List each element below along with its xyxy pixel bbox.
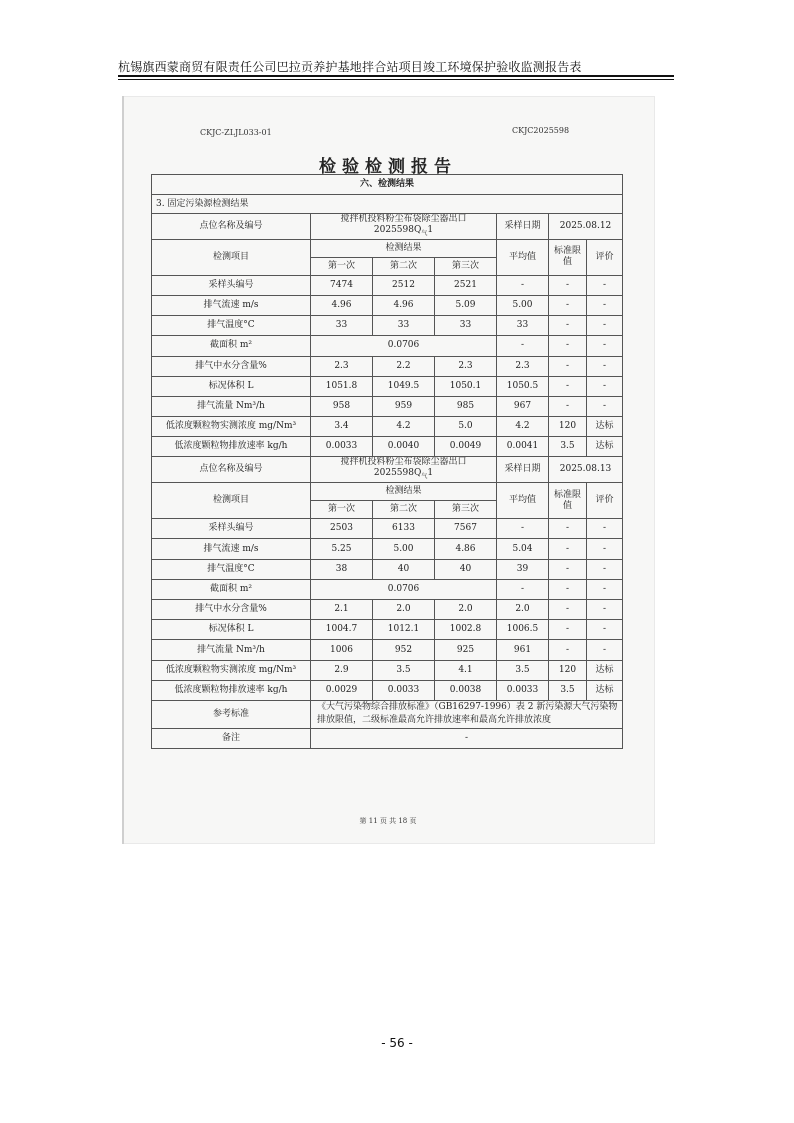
value-second: 6133 bbox=[373, 519, 435, 539]
table-row bbox=[152, 620, 623, 640]
value-first: 0.0029 bbox=[311, 680, 373, 700]
value-evaluation: - bbox=[587, 620, 623, 640]
page-number: - 56 - bbox=[381, 1036, 413, 1050]
point-row bbox=[152, 457, 623, 483]
evaluation-header: 评价 bbox=[587, 483, 623, 519]
value-evaluation: - bbox=[587, 640, 623, 660]
test-item-header: 检测项目 bbox=[152, 239, 311, 275]
value-first: 2.3 bbox=[311, 356, 373, 376]
value-evaluation: - bbox=[587, 559, 623, 579]
value-third: 0.0049 bbox=[435, 437, 497, 457]
value-second: 2512 bbox=[373, 275, 435, 295]
limit-header: 标准限值 bbox=[549, 483, 587, 519]
value-first: 1006 bbox=[311, 640, 373, 660]
table-row bbox=[152, 539, 623, 559]
item-name: 排气流量 Nm³/h bbox=[152, 396, 311, 416]
value-third: 1050.1 bbox=[435, 376, 497, 396]
item-name: 采样头编号 bbox=[152, 519, 311, 539]
value-evaluation: 达标 bbox=[587, 437, 623, 457]
point-row bbox=[152, 214, 623, 240]
value-third: 4.1 bbox=[435, 660, 497, 680]
value-limit: - bbox=[549, 336, 587, 356]
value-average: 0.0041 bbox=[497, 437, 549, 457]
value-second: 959 bbox=[373, 396, 435, 416]
point-code-subscript: 气 bbox=[421, 229, 428, 237]
section-title: 六、检测结果 bbox=[152, 175, 623, 195]
second-header: 第二次 bbox=[373, 257, 435, 275]
item-name: 标况体积 L bbox=[152, 376, 311, 396]
table-row bbox=[152, 579, 623, 599]
value-limit: - bbox=[549, 316, 587, 336]
item-name: 排气温度°C bbox=[152, 316, 311, 336]
value-evaluation: - bbox=[587, 519, 623, 539]
value-second: 2.0 bbox=[373, 600, 435, 620]
value-limit: - bbox=[549, 579, 587, 599]
limit-header: 标准限值 bbox=[549, 239, 587, 275]
value-limit: 3.5 bbox=[549, 680, 587, 700]
point-name: 搅拌机投料粉尘布袋除尘器出口 bbox=[340, 214, 467, 224]
value-third: 925 bbox=[435, 640, 497, 660]
value-evaluation: - bbox=[587, 336, 623, 356]
evaluation-header: 评价 bbox=[587, 239, 623, 275]
value-limit: 3.5 bbox=[549, 437, 587, 457]
item-name: 排气流速 m/s bbox=[152, 539, 311, 559]
average-header: 平均值 bbox=[497, 239, 549, 275]
value-first: 2.1 bbox=[311, 600, 373, 620]
value-second: 1049.5 bbox=[373, 376, 435, 396]
value-third: 40 bbox=[435, 559, 497, 579]
value-evaluation: - bbox=[587, 356, 623, 376]
value-second: 0.0033 bbox=[373, 680, 435, 700]
section-title-row bbox=[152, 175, 623, 195]
value-average: 5.04 bbox=[497, 539, 549, 559]
remarks-row bbox=[152, 728, 623, 748]
reference-row bbox=[152, 700, 623, 728]
value-limit: - bbox=[549, 640, 587, 660]
value-limit: - bbox=[549, 295, 587, 315]
value-limit: 120 bbox=[549, 417, 587, 437]
item-name: 截面积 m² bbox=[152, 579, 311, 599]
value-limit: - bbox=[549, 519, 587, 539]
item-name: 标况体积 L bbox=[152, 620, 311, 640]
value-limit: - bbox=[549, 559, 587, 579]
value-average: 0.0033 bbox=[497, 680, 549, 700]
table-row bbox=[152, 519, 623, 539]
table-row bbox=[152, 356, 623, 376]
value-third: 4.86 bbox=[435, 539, 497, 559]
value-second: 3.5 bbox=[373, 660, 435, 680]
value-third: 5.0 bbox=[435, 417, 497, 437]
value-evaluation: - bbox=[587, 295, 623, 315]
average-header: 平均值 bbox=[497, 483, 549, 519]
item-name: 排气流速 m/s bbox=[152, 295, 311, 315]
scan-page-footer: 第 11 页 共 18 页 bbox=[359, 817, 417, 825]
value-limit: - bbox=[549, 539, 587, 559]
table-row bbox=[152, 275, 623, 295]
table-row bbox=[152, 396, 623, 416]
value-third: 1002.8 bbox=[435, 620, 497, 640]
value-third: 2521 bbox=[435, 275, 497, 295]
value-average: 5.00 bbox=[497, 295, 549, 315]
value-limit: - bbox=[549, 600, 587, 620]
point-code: 2025598Q bbox=[373, 225, 422, 235]
item-name: 排气流量 Nm³/h bbox=[152, 640, 311, 660]
table-row bbox=[152, 316, 623, 336]
sample-date-label: 采样日期 bbox=[497, 457, 549, 483]
report-title: 检验检测报告 bbox=[319, 157, 457, 177]
value-second: 4.2 bbox=[373, 417, 435, 437]
value-evaluation: - bbox=[587, 579, 623, 599]
point-code-subscript: 气 bbox=[421, 473, 428, 481]
value-third: 985 bbox=[435, 396, 497, 416]
value-second: 0.0040 bbox=[373, 437, 435, 457]
value-average: 961 bbox=[497, 640, 549, 660]
table-row bbox=[152, 417, 623, 437]
value-first: 2.9 bbox=[311, 660, 373, 680]
value-limit: - bbox=[549, 396, 587, 416]
table-row bbox=[152, 680, 623, 700]
value-average: - bbox=[497, 579, 549, 599]
value-third: 33 bbox=[435, 316, 497, 336]
value-average: - bbox=[497, 519, 549, 539]
header-row-1 bbox=[152, 483, 623, 501]
table-row bbox=[152, 336, 623, 356]
value-average: 39 bbox=[497, 559, 549, 579]
point-label: 点位名称及编号 bbox=[152, 214, 311, 240]
value-second: 4.96 bbox=[373, 295, 435, 315]
subsection-title-row bbox=[152, 195, 623, 214]
header-rule-thin bbox=[118, 79, 674, 80]
reference-text: 《大气污染物综合排放标准》（GB16297-1996）表 2 新污染源大气污染物排放限值，二级标准最高允许排放速率和最高允许排放浓度 bbox=[311, 700, 623, 728]
value-evaluation: - bbox=[587, 275, 623, 295]
item-name: 低浓度颗粒物实测浓度 mg/Nm³ bbox=[152, 660, 311, 680]
value-average: 33 bbox=[497, 316, 549, 336]
results-table-body bbox=[152, 175, 623, 749]
item-name: 采样头编号 bbox=[152, 275, 311, 295]
item-name: 低浓度颗粒物排放速率 kg/h bbox=[152, 680, 311, 700]
results-header: 检测结果 bbox=[311, 483, 497, 501]
value-third: 0.0038 bbox=[435, 680, 497, 700]
value-average: - bbox=[497, 336, 549, 356]
table-row bbox=[152, 437, 623, 457]
point-name: 搅拌机投料粉尘布袋除尘器出口 bbox=[340, 457, 467, 468]
table-row bbox=[152, 376, 623, 396]
value-first: 0.0033 bbox=[311, 437, 373, 457]
value-second: 2.2 bbox=[373, 356, 435, 376]
value-first: 958 bbox=[311, 396, 373, 416]
header-row-1 bbox=[152, 239, 623, 257]
item-name: 排气温度°C bbox=[152, 559, 311, 579]
table-row bbox=[152, 660, 623, 680]
value-second: 1012.1 bbox=[373, 620, 435, 640]
sample-date-value: 2025.08.13 bbox=[549, 457, 623, 483]
value-third: 2.3 bbox=[435, 356, 497, 376]
value-third: 2.0 bbox=[435, 600, 497, 620]
point-code-number: 1 bbox=[427, 225, 434, 235]
value-limit: 120 bbox=[549, 660, 587, 680]
document-header: 杭锡旗西蒙商贸有限责任公司巴拉贡养护基地拌合站项目竣工环境保护验收监测报告表 bbox=[118, 60, 582, 74]
merged-value: 0.0706 bbox=[311, 336, 497, 356]
subsection-title: 3. 固定污染源检测结果 bbox=[152, 195, 623, 214]
item-name: 排气中水分含量% bbox=[152, 600, 311, 620]
value-average: 2.3 bbox=[497, 356, 549, 376]
reference-label: 参考标准 bbox=[152, 700, 311, 728]
value-third: 5.09 bbox=[435, 295, 497, 315]
header-rule-thick bbox=[118, 75, 674, 77]
value-evaluation: - bbox=[587, 396, 623, 416]
value-first: 2503 bbox=[311, 519, 373, 539]
value-average: 2.0 bbox=[497, 600, 549, 620]
value-first: 33 bbox=[311, 316, 373, 336]
value-first: 38 bbox=[311, 559, 373, 579]
value-average: 4.2 bbox=[497, 417, 549, 437]
sample-date-label: 采样日期 bbox=[497, 214, 549, 240]
point-label: 点位名称及编号 bbox=[152, 457, 311, 483]
table-row bbox=[152, 295, 623, 315]
value-first: 1051.8 bbox=[311, 376, 373, 396]
value-first: 3.4 bbox=[311, 417, 373, 437]
report-code-right: CKJC2025598 bbox=[512, 126, 570, 135]
value-first: 1004.7 bbox=[311, 620, 373, 640]
first-header: 第一次 bbox=[311, 501, 373, 519]
item-name: 低浓度颗粒物实测浓度 mg/Nm³ bbox=[152, 417, 311, 437]
value-evaluation: - bbox=[587, 316, 623, 336]
second-header: 第二次 bbox=[373, 501, 435, 519]
value-limit: - bbox=[549, 376, 587, 396]
value-evaluation: - bbox=[587, 600, 623, 620]
value-second: 5.00 bbox=[373, 539, 435, 559]
value-evaluation: 达标 bbox=[587, 417, 623, 437]
value-average: 1006.5 bbox=[497, 620, 549, 640]
value-first: 4.96 bbox=[311, 295, 373, 315]
third-header: 第三次 bbox=[435, 257, 497, 275]
value-first: 5.25 bbox=[311, 539, 373, 559]
value-average: 3.5 bbox=[497, 660, 549, 680]
value-second: 952 bbox=[373, 640, 435, 660]
value-limit: - bbox=[549, 275, 587, 295]
table-row bbox=[152, 640, 623, 660]
value-first: 7474 bbox=[311, 275, 373, 295]
form-code-left: CKJC-ZLJL033-01 bbox=[200, 128, 272, 137]
test-item-header: 检测项目 bbox=[152, 483, 311, 519]
value-second: 40 bbox=[373, 559, 435, 579]
value-limit: - bbox=[549, 620, 587, 640]
value-average: 967 bbox=[497, 396, 549, 416]
item-name: 低浓度颗粒物排放速率 kg/h bbox=[152, 437, 311, 457]
scan-edge-shadow bbox=[122, 96, 124, 844]
point-code: 2025598Q bbox=[373, 468, 422, 479]
table-row bbox=[152, 559, 623, 579]
value-evaluation: 达标 bbox=[587, 660, 623, 680]
merged-value: 0.0706 bbox=[311, 579, 497, 599]
point-name-cell bbox=[311, 457, 497, 483]
value-third: 7567 bbox=[435, 519, 497, 539]
value-average: - bbox=[497, 275, 549, 295]
item-name: 截面积 m² bbox=[152, 336, 311, 356]
value-average: 1050.5 bbox=[497, 376, 549, 396]
remarks-label: 备注 bbox=[152, 728, 311, 748]
value-evaluation: - bbox=[587, 376, 623, 396]
table-row bbox=[152, 600, 623, 620]
item-name: 排气中水分含量% bbox=[152, 356, 311, 376]
sample-date-value: 2025.08.12 bbox=[549, 214, 623, 240]
point-name-cell bbox=[311, 214, 497, 240]
value-evaluation: - bbox=[587, 539, 623, 559]
results-header: 检测结果 bbox=[311, 239, 497, 257]
results-table bbox=[151, 174, 623, 749]
value-evaluation: 达标 bbox=[587, 680, 623, 700]
value-limit: - bbox=[549, 356, 587, 376]
point-code-number: 1 bbox=[427, 468, 434, 479]
third-header: 第三次 bbox=[435, 501, 497, 519]
value-second: 33 bbox=[373, 316, 435, 336]
remarks-value: - bbox=[311, 728, 623, 748]
first-header: 第一次 bbox=[311, 257, 373, 275]
